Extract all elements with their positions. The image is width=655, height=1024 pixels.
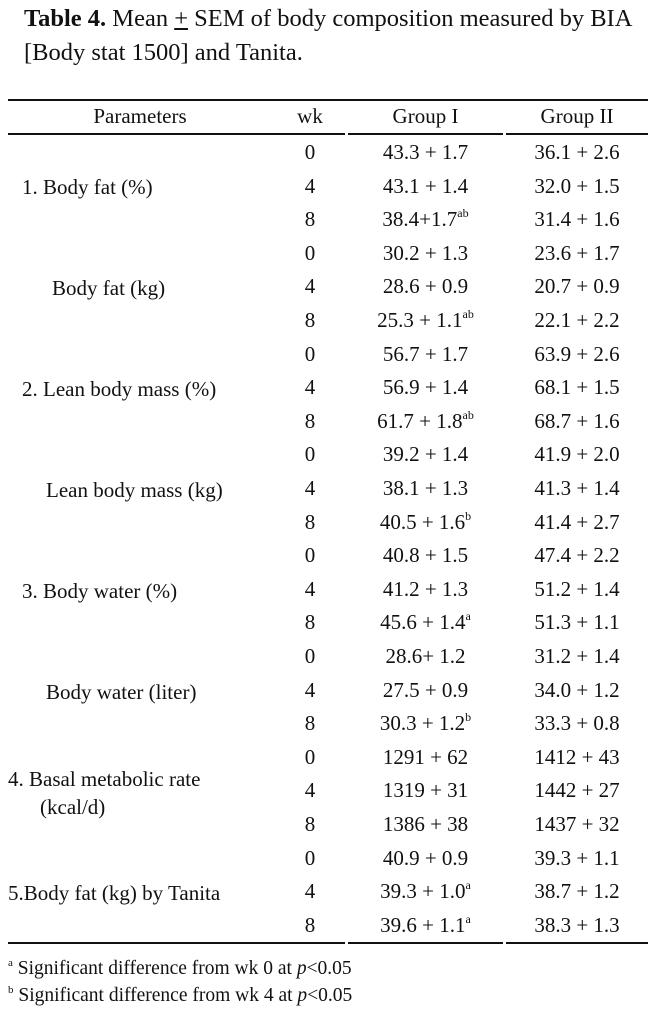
cell-wk: 8 <box>304 711 316 736</box>
cell-group1 <box>348 304 503 338</box>
cell-group2: 51.2 + 1.4 <box>534 576 620 601</box>
cell-group1-value: 43.3 + 1.7 <box>382 140 469 164</box>
footnote-tail: <0.05 <box>306 958 352 979</box>
caption-text-after: SEM of body composition measured by BIA [Body stat 1500] and Tanita. <box>24 5 632 66</box>
significance-mark: ab <box>462 407 474 422</box>
footnote-p: p <box>297 985 308 1006</box>
table-row <box>0 875 655 909</box>
cell-group1-value: 28.6+ 1.2 <box>385 644 466 668</box>
param-label: 3. Body water (%) <box>22 579 178 603</box>
cell-group1 <box>348 371 503 405</box>
table-row <box>0 270 655 304</box>
header-wk: wk <box>297 104 323 128</box>
table-row <box>0 707 655 741</box>
cell-group1 <box>348 842 503 876</box>
cell-group1 <box>348 237 503 271</box>
cell-group2: 51.3 + 1.1 <box>534 610 620 635</box>
cell-wk: 0 <box>304 644 316 668</box>
cell-wk: 4 <box>304 476 316 500</box>
table-row <box>0 606 655 640</box>
table-row <box>0 674 655 708</box>
significance-mark: a <box>465 609 471 624</box>
footnote-a <box>8 956 352 982</box>
param-label: 2. Lean body mass (%) <box>22 377 217 401</box>
param-label: Body water (liter) <box>46 680 197 704</box>
cell-wk: 4 <box>304 576 316 601</box>
cell-wk: 8 <box>304 408 316 433</box>
cell-group2: 47.4 + 2.2 <box>534 543 620 568</box>
cell-wk: 0 <box>304 341 316 366</box>
cell-wk: 8 <box>304 812 316 836</box>
table-row <box>0 203 655 237</box>
footnote-mark: a <box>8 957 13 969</box>
cell-group1 <box>348 741 503 775</box>
footnote-text: Significant difference from wk 4 at <box>13 985 298 1006</box>
table-row <box>0 539 655 573</box>
cell-wk: 0 <box>304 240 316 265</box>
footnote-b <box>8 983 352 1009</box>
cell-group1 <box>348 875 503 909</box>
cell-group1-value: 30.2 + 1.3 <box>382 240 469 265</box>
footnote-mark: b <box>8 984 14 996</box>
cell-group2: 32.0 + 1.5 <box>534 173 620 198</box>
cell-group1 <box>348 606 503 640</box>
cell-group1-value: 28.6 + 0.9 <box>382 274 469 299</box>
cell-group2: 36.1 + 2.6 <box>534 140 620 164</box>
cell-group2: 33.3 + 0.8 <box>534 711 620 736</box>
cell-wk: 0 <box>304 845 316 870</box>
table-row <box>0 909 655 943</box>
cell-group2: 22.1 + 2.2 <box>534 308 620 332</box>
table-header-rule <box>8 133 648 135</box>
cell-group1 <box>348 573 503 607</box>
cell-wk: 4 <box>304 274 316 299</box>
cell-group1 <box>348 539 503 573</box>
table-row <box>0 438 655 472</box>
cell-group1-value: 39.6 + 1.1 <box>380 912 466 937</box>
table-row <box>0 237 655 271</box>
cell-group2: 23.6 + 1.7 <box>534 240 620 265</box>
table-row <box>0 741 655 775</box>
cell-group1 <box>348 909 503 943</box>
cell-group1-value: 40.5 + 1.6 <box>379 509 466 534</box>
cell-group2: 31.2 + 1.4 <box>534 644 620 668</box>
cell-group1 <box>348 506 503 540</box>
cell-group1-value: 40.9 + 0.9 <box>382 845 469 870</box>
table-row <box>0 304 655 338</box>
cell-group1 <box>348 808 503 842</box>
cell-group2: 1442 + 27 <box>534 778 620 803</box>
cell-group1 <box>348 338 503 372</box>
cell-wk: 4 <box>304 778 316 803</box>
table-row <box>0 774 655 808</box>
cell-group1-value: 1386 + 38 <box>382 812 469 836</box>
cell-group2: 41.3 + 1.4 <box>534 476 620 500</box>
cell-wk: 8 <box>304 509 316 534</box>
table-row <box>0 573 655 607</box>
param-label: Body fat (kg) <box>52 276 166 300</box>
cell-wk: 8 <box>304 207 316 232</box>
cell-group2: 34.0 + 1.2 <box>534 677 620 702</box>
significance-mark: ab <box>462 307 474 321</box>
cell-group2: 68.1 + 1.5 <box>534 375 620 400</box>
cell-group1 <box>348 405 503 439</box>
cell-wk: 8 <box>304 610 316 635</box>
cell-group1 <box>348 203 503 237</box>
cell-group1-value: 1291 + 62 <box>382 744 469 769</box>
cell-group1 <box>348 136 503 170</box>
cell-wk: 4 <box>304 677 316 702</box>
table-row <box>0 338 655 372</box>
caption-label: Table 4. <box>24 5 107 32</box>
param-label: 5.Body fat (kg) by Tanita <box>8 881 221 905</box>
cell-group1-value: 61.7 + 1.8 <box>377 408 463 433</box>
header-parameters: Parameters <box>93 104 187 128</box>
cell-wk: 4 <box>304 879 316 904</box>
cell-group1-value: 43.1 + 1.4 <box>382 173 469 198</box>
significance-mark: ab <box>457 206 469 221</box>
cell-wk: 0 <box>304 543 316 568</box>
significance-mark: b <box>465 508 472 523</box>
cell-group2: 63.9 + 2.6 <box>534 341 620 366</box>
cell-group1-value: 56.9 + 1.4 <box>382 375 469 400</box>
cell-group2: 41.4 + 2.7 <box>534 509 620 534</box>
table-row <box>0 170 655 204</box>
cell-group2: 31.4 + 1.6 <box>534 207 620 232</box>
cell-wk: 4 <box>304 375 316 400</box>
footnote-tail: <0.05 <box>307 985 353 1006</box>
cell-group1 <box>348 472 503 506</box>
table-row <box>0 405 655 439</box>
header-group1: Group I <box>392 104 459 128</box>
param-label-continued: (kcal/d) <box>40 795 106 819</box>
cell-wk: 0 <box>304 140 316 164</box>
cell-group1-value: 56.7 + 1.7 <box>382 341 469 366</box>
footnote-p: p <box>296 958 307 979</box>
cell-wk: 8 <box>304 308 316 332</box>
table-row <box>0 842 655 876</box>
table-row <box>0 136 655 170</box>
cell-group2: 39.3 + 1.1 <box>534 845 620 870</box>
param-label: 1. Body fat (%) <box>22 175 153 199</box>
cell-group1 <box>348 640 503 674</box>
cell-group1-value: 38.1 + 1.3 <box>382 476 469 500</box>
cell-group2: 38.7 + 1.2 <box>534 879 620 904</box>
cell-group1-value: 27.5 + 0.9 <box>382 677 469 702</box>
cell-group1 <box>348 170 503 204</box>
cell-group1 <box>348 707 503 741</box>
cell-group1-value: 40.8 + 1.5 <box>382 543 469 568</box>
cell-group1-value: 1319 + 31 <box>382 778 469 803</box>
table-row <box>0 808 655 842</box>
cell-group1 <box>348 774 503 808</box>
cell-group1 <box>348 674 503 708</box>
cell-group2: 20.7 + 0.9 <box>534 274 620 299</box>
cell-group2: 1437 + 32 <box>534 812 620 836</box>
table-row <box>0 640 655 674</box>
cell-group1-value: 41.2 + 1.3 <box>382 576 469 601</box>
param-label: 4. Basal metabolic rate <box>8 767 201 791</box>
significance-mark: a <box>465 911 471 926</box>
cell-wk: 0 <box>304 744 316 769</box>
cell-group1-value: 39.2 + 1.4 <box>382 442 469 467</box>
table-caption <box>24 2 644 70</box>
table-row <box>0 506 655 540</box>
significance-mark: b <box>465 710 472 725</box>
cell-group2: 41.9 + 2.0 <box>534 442 620 467</box>
footnote-text: Significant difference from wk 0 at <box>12 958 297 979</box>
cell-group2: 68.7 + 1.6 <box>534 408 620 433</box>
cell-group1-value: 45.6 + 1.4 <box>380 610 466 635</box>
param-label: Lean body mass (kg) <box>46 478 223 502</box>
cell-group1-value: 38.4+1.7 <box>382 207 458 232</box>
cell-group1 <box>348 270 503 304</box>
cell-wk: 4 <box>304 173 316 198</box>
cell-group1-value: 25.3 + 1.1 <box>377 308 463 332</box>
cell-group2: 38.3 + 1.3 <box>534 912 620 937</box>
significance-mark: a <box>465 878 471 893</box>
cell-wk: 8 <box>304 912 316 937</box>
table-row <box>0 371 655 405</box>
header-group2: Group II <box>540 104 614 128</box>
caption-pm-symbol: + <box>174 5 189 32</box>
caption-text-before: Mean <box>106 5 175 32</box>
cell-group1 <box>348 438 503 472</box>
cell-group1-value: 39.3 + 1.0 <box>380 879 466 904</box>
cell-group1-value: 30.3 + 1.2 <box>379 711 466 736</box>
cell-wk: 0 <box>304 442 316 467</box>
cell-group2: 1412 + 43 <box>534 744 620 769</box>
table-row <box>0 472 655 506</box>
